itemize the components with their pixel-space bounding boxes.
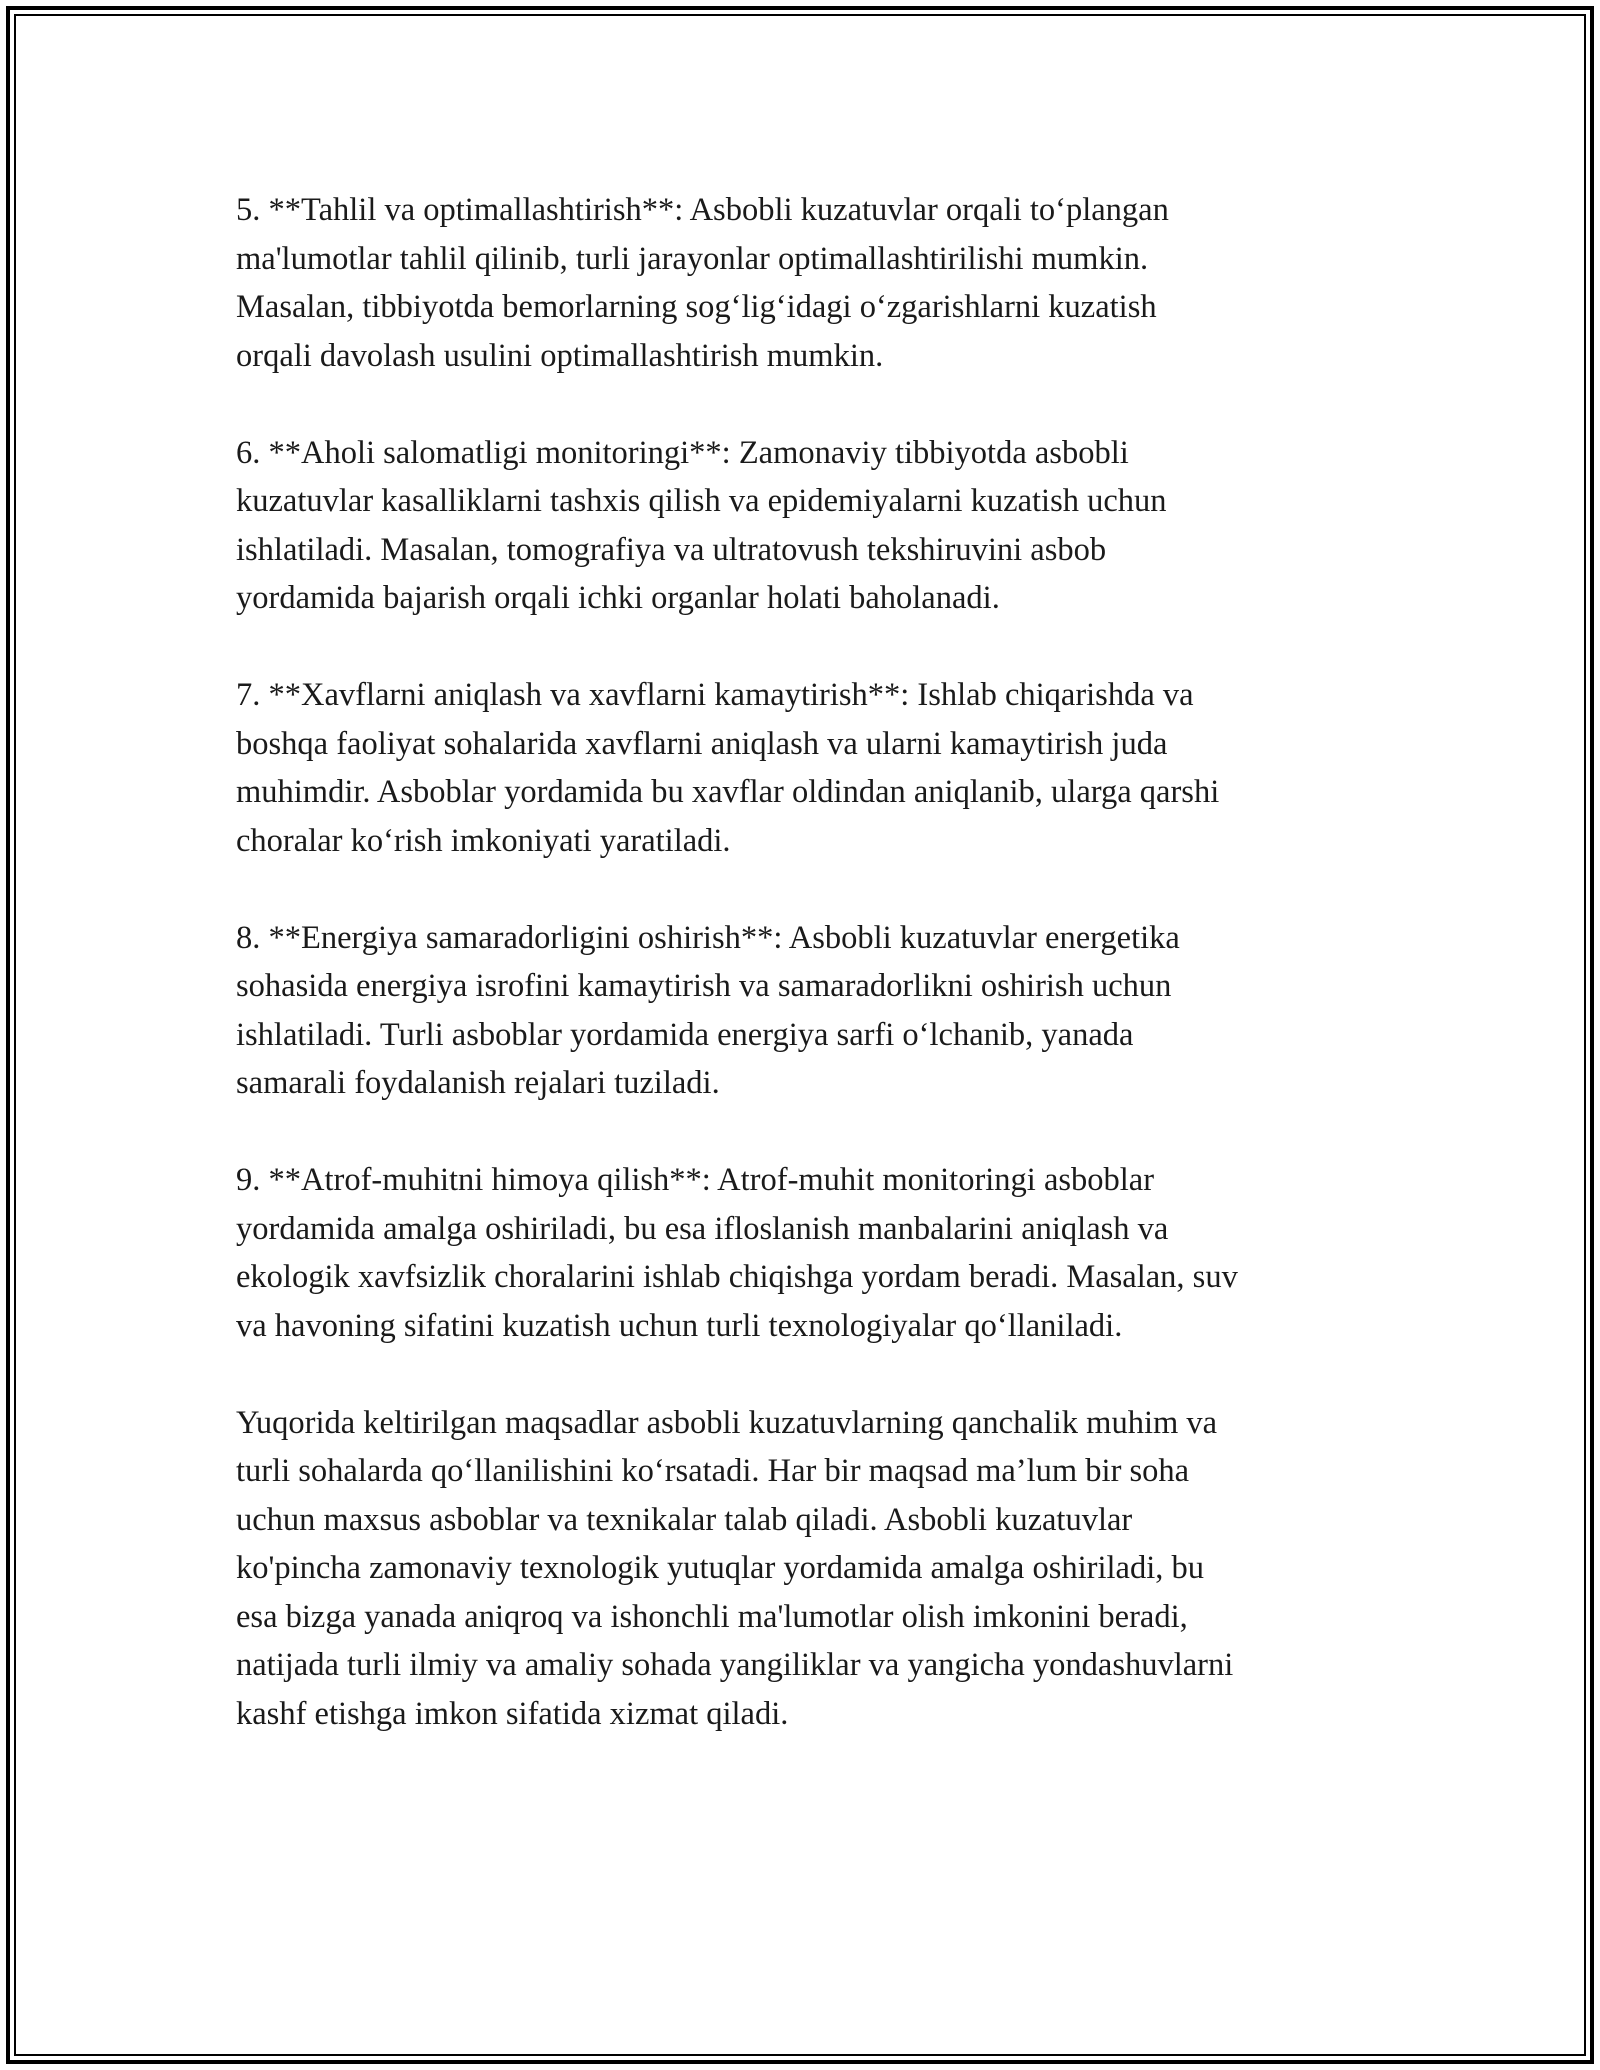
paragraph-item-7 xyxy=(236,671,1386,865)
text-line: 8. **Energiya samaradorligini oshirish**: Asbobli kuzatuvlar energetika xyxy=(236,919,1180,956)
text-line: ishlatiladi. Turli asboblar yordamida energiya sarfi o‘lchanib, yanada xyxy=(236,1016,1134,1053)
text-line: yordamida bajarish orqali ichki organlar holati baholanadi. xyxy=(236,580,1000,616)
text-line: Masalan, tibbiyotda bemorlarning sog‘lig‘idagi o‘zgarishlarni kuzatish xyxy=(236,289,1157,325)
text-line: choralar ko‘rish imkoniyati yaratiladi. xyxy=(236,822,731,859)
text-line: ma'lumotlar tahlil qilinib, turli jarayonlar optimallashtirilishi mumkin. xyxy=(236,240,1149,277)
text-line: muhimdir. Asboblar yordamida bu xavflar oldindan aniqlanib, ularga qarshi xyxy=(236,774,1220,810)
text-line: natijada turli ilmiy va amaliy sohada yangiliklar va yangicha yondashuvlarni xyxy=(236,1647,1234,1683)
paragraph-item-5 xyxy=(236,186,1386,380)
text-line: turli sohalarda qo‘llanilishini ko‘rsatadi. Har bir maqsad ma’lum bir soha xyxy=(236,1453,1190,1489)
text-line: uchun maxsus asboblar va texnikalar talab qiladi. Asbobli kuzatuvlar xyxy=(236,1501,1133,1538)
document-body xyxy=(236,186,1386,1787)
text-line: va havoning sifatini kuzatish uchun turli texnologiyalar qo‘llaniladi. xyxy=(236,1307,1123,1344)
text-line: ekologik xavfsizlik choralarini ishlab chiqishga yordam beradi. Masalan, suv xyxy=(236,1259,1238,1295)
text-line: ko'pincha zamonaviy texnologik yutuqlar yordamida amalga oshiriladi, bu xyxy=(236,1550,1204,1586)
text-line: sohasida energiya isrofini kamaytirish va samaradorlikni oshirish uchun xyxy=(236,968,1172,1004)
text-line: Yuqorida keltirilgan maqsadlar asbobli kuzatuvlarning qanchalik muhim va xyxy=(236,1404,1218,1441)
text-line: 5. **Tahlil va optimallashtirish**: Asbobli kuzatuvlar orqali to‘plangan xyxy=(236,192,1169,228)
text-line: ishlatiladi. Masalan, tomografiya va ultratovush tekshiruvini asbob xyxy=(236,531,1107,568)
text-line: 9. **Atrof-muhitni himoya qilish**: Atrof-muhit monitoringi asboblar xyxy=(236,1162,1155,1198)
paragraph-item-8 xyxy=(236,914,1386,1108)
text-line: boshqa faoliyat sohalarida xavflarni aniqlash va ularni kamaytirish juda xyxy=(236,725,1168,762)
text-line: orqali davolash usulini optimallashtirish mumkin. xyxy=(236,337,884,374)
paragraph-conclusion xyxy=(236,1399,1386,1739)
text-line: esa bizga yanada aniqroq va ishonchli ma'lumotlar olish imkonini beradi, xyxy=(236,1598,1188,1635)
text-line: kuzatuvlar kasalliklarni tashxis qilish va epidemiyalarni kuzatish uchun xyxy=(236,483,1167,519)
paragraph-item-9 xyxy=(236,1156,1386,1350)
paragraph-item-6 xyxy=(236,429,1386,623)
text-line: yordamida amalga oshiriladi, bu esa ifloslanish manbalarini aniqlash va xyxy=(236,1210,1169,1247)
text-line: samarali foydalanish rejalari tuziladi. xyxy=(236,1065,720,1101)
text-line: 6. **Aholi salomatligi monitoringi**: Zamonaviy tibbiyotda asbobli xyxy=(236,434,1129,471)
text-line: kashf etishga imkon sifatida xizmat qiladi. xyxy=(236,1695,789,1732)
text-line: 7. **Xavflarni aniqlash va xavflarni kamaytirish**: Ishlab chiqarishda va xyxy=(236,677,1194,713)
